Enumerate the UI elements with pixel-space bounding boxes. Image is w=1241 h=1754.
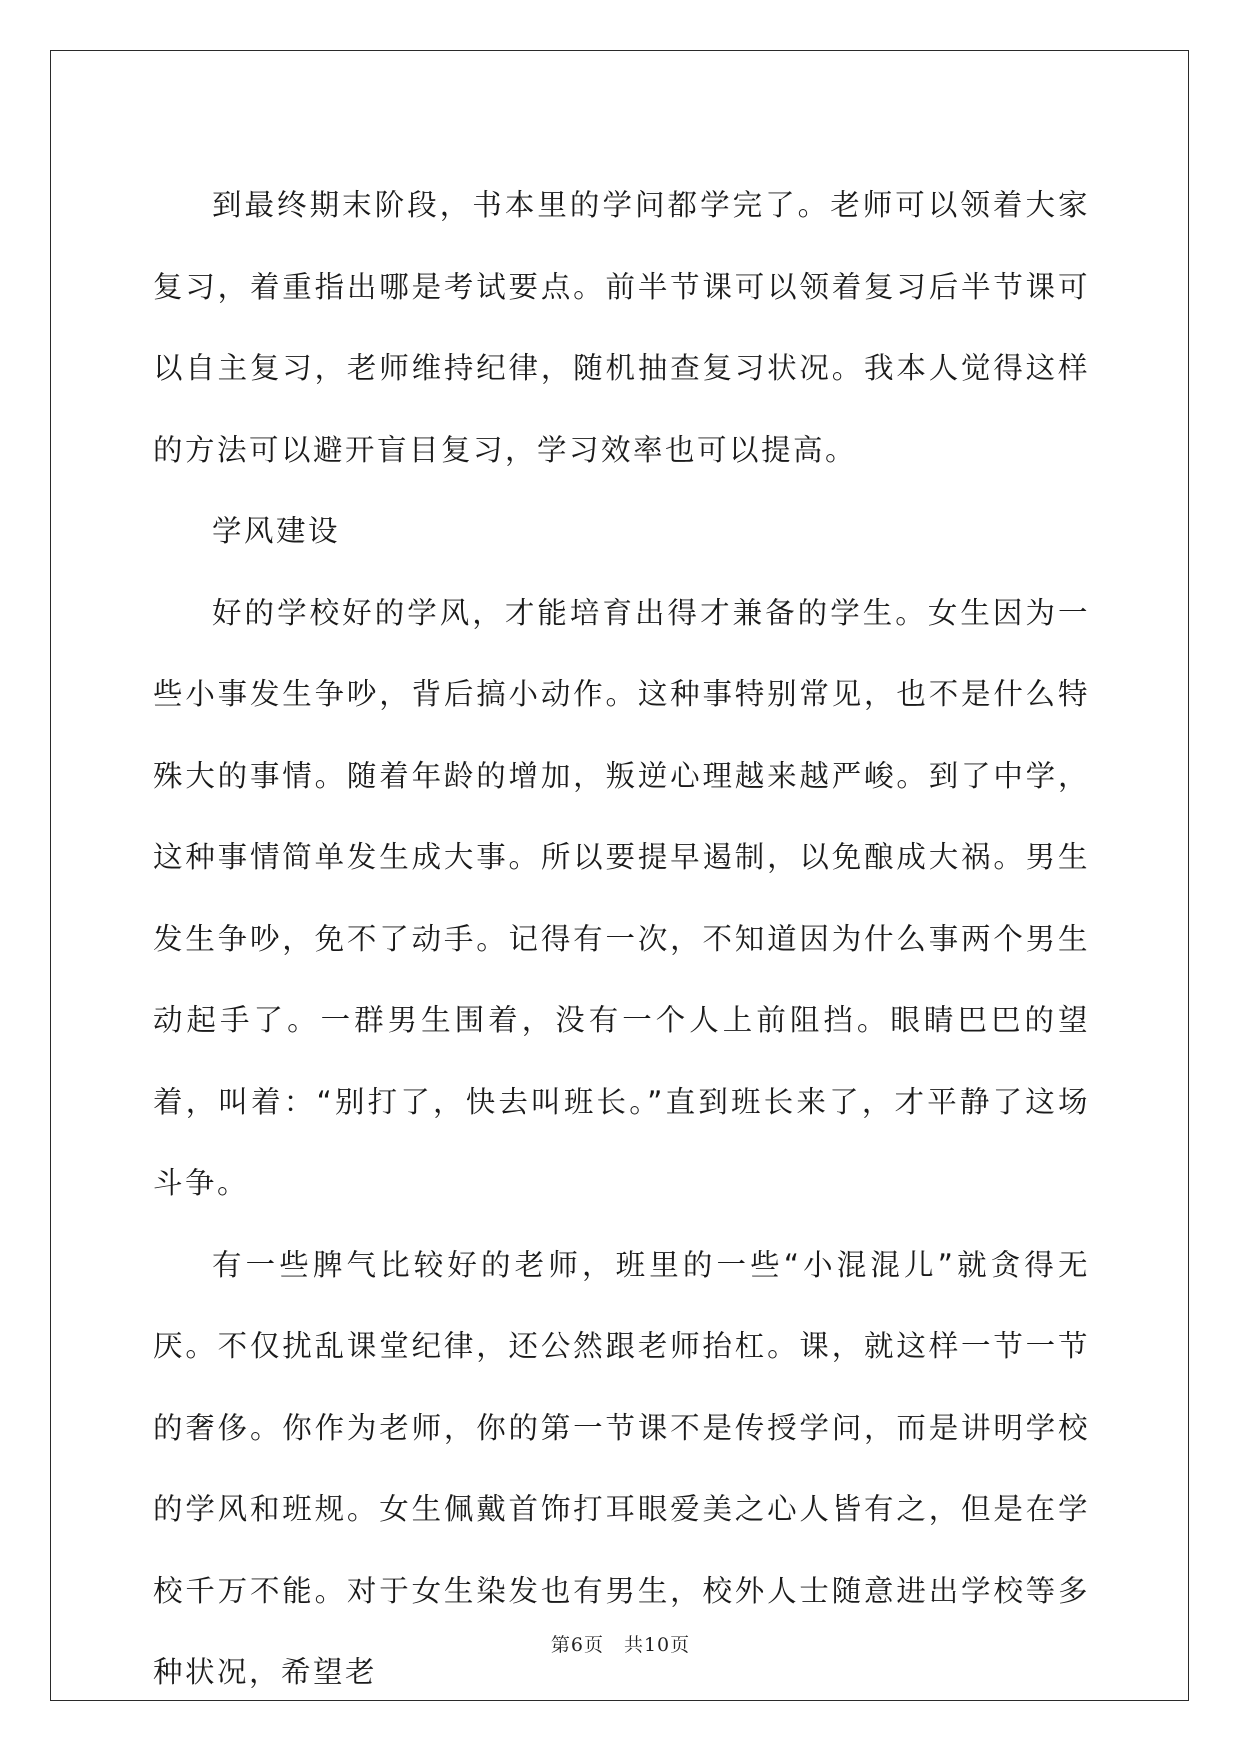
paragraph-study-style: 好的学校好的学风，才能培育出得才兼备的学生。女生因为一些小事发生争吵，背后搞小动作。这种事特别常见，也不是什么特殊大的事情。随着年龄的增加，叛逆心理越来越严峻。到了中学，这种事情简单发生成大事。所以要提早遏制，以免酿成大祸。男生发生争吵，免不了动手。记得有一次，不知道因为什么事两个男生动起手了。一群男生围着，没有一个人上前阻挡。眼睛巴巴的望着，叫着：“别打了，快去叫班长。”直到班长来了，才平静了这场斗争。	[153, 595, 1090, 1200]
document-body	[153, 165, 1090, 1714]
section-heading: 学风建设	[212, 514, 341, 548]
page-footer: 第6页 共10页	[550, 1634, 691, 1656]
paragraph-review: 到最终期末阶段，书本里的学问都学完了。老师可以领着大家复习，着重指出哪是考试要点。前半节课可以领着复习后半节课可以自主复习，老师维持纪律，随机抽查复习状况。我本人觉得这样的方法可以避开盲目复习，学习效率也可以提高。	[153, 188, 1090, 467]
paragraph-teachers: 有一些脾气比较好的老师，班里的一些“小混混儿”就贪得无厌。不仅扰乱课堂纪律，还公然跟老师抬杠。课，就这样一节一节的奢侈。你作为老师，你的第一节课不是传授学问，而是讲明学校的学风和班规。女生佩戴首饰打耳眼爱美之心人皆有之，但是在学校千万不能。对于女生染发也有男生，校外人士随意进出学校等多种状况，希望老	[153, 1247, 1090, 1689]
